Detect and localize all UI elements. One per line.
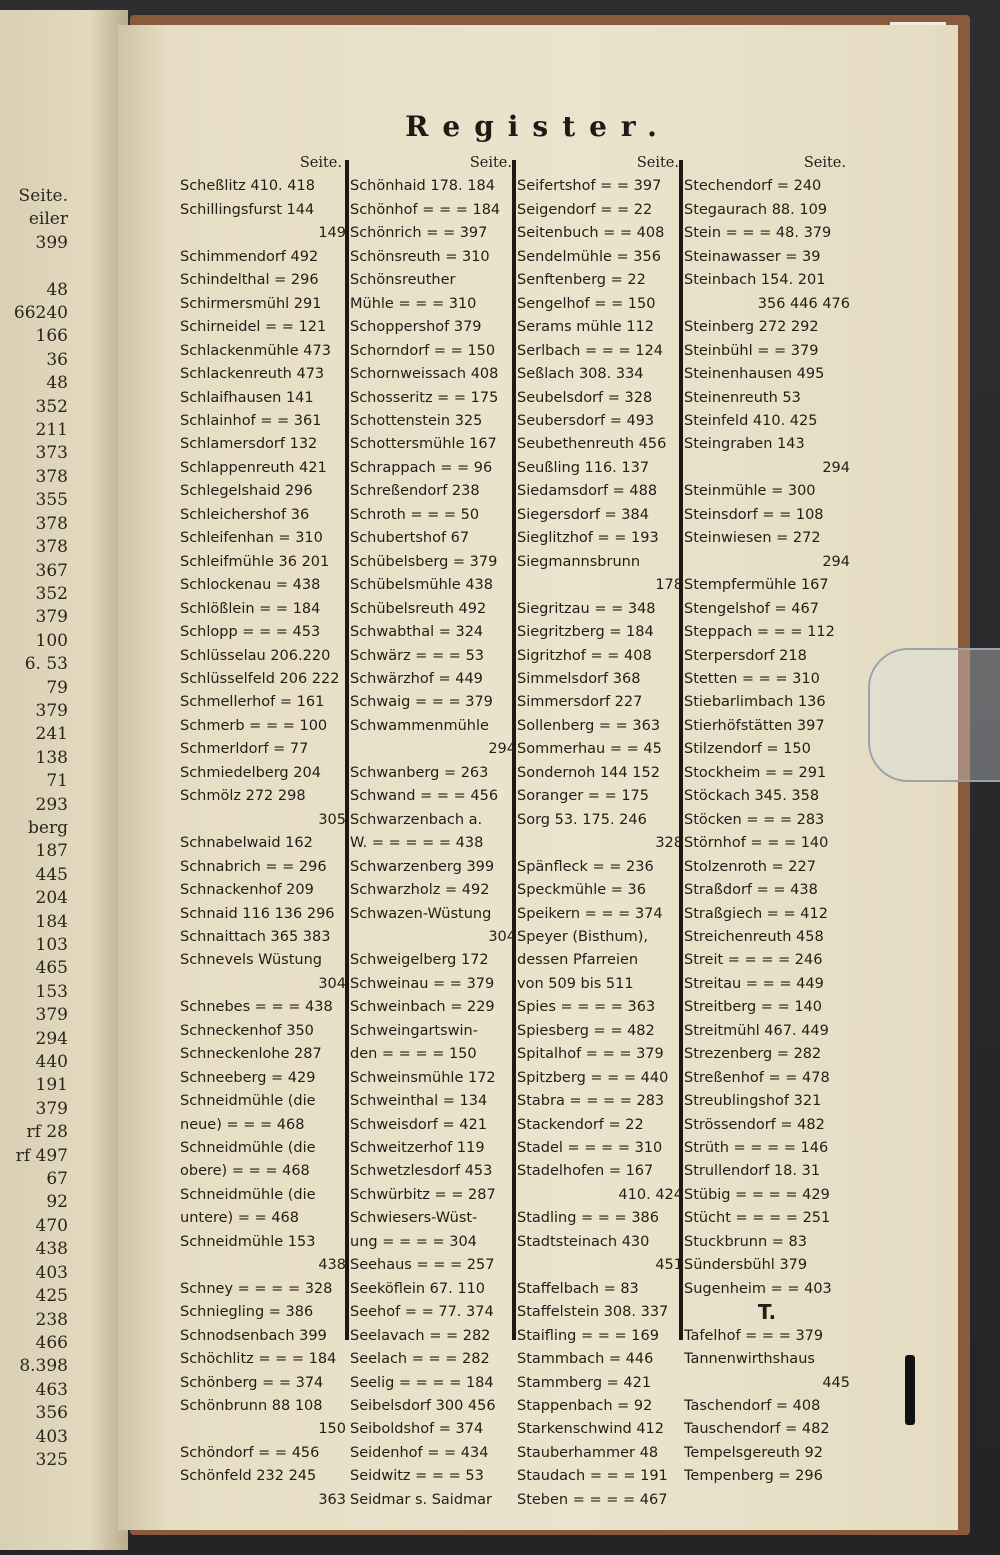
register-entry: Schillingsfurst 144 bbox=[180, 201, 315, 218]
register-entry: Schmerb = = = 100 bbox=[180, 717, 328, 734]
facing-page-number: 356 bbox=[35, 1403, 68, 1424]
register-entry: Stabra = = = = 283 bbox=[517, 1093, 665, 1110]
page-title: Register. bbox=[405, 110, 671, 143]
facing-page-number: 238 bbox=[35, 1309, 68, 1330]
register-entry: 178 bbox=[655, 577, 683, 594]
facing-page-number: rf 497 bbox=[15, 1145, 68, 1166]
register-entry: Steinbühl = = 379 bbox=[684, 342, 819, 359]
register-entry: Stegaurach 88. 109 bbox=[684, 201, 828, 218]
register-entry: Spitzberg = = = 440 bbox=[517, 1069, 669, 1086]
register-entry: obere) = = = 468 bbox=[180, 1163, 310, 1180]
register-entry: Sondernoh 144 152 bbox=[517, 764, 660, 781]
register-entry: Staudach = = = 191 bbox=[517, 1468, 668, 1485]
facing-page-number: 166 bbox=[35, 326, 68, 347]
register-entry: dessen Pfarreien bbox=[517, 952, 639, 969]
register-entry: Soranger = = 175 bbox=[517, 788, 650, 805]
register-column-1 bbox=[180, 152, 346, 1512]
seite-header: Seite. bbox=[803, 155, 846, 171]
facing-page-number: 403 bbox=[35, 1426, 68, 1447]
register-entry: untere) = = 468 bbox=[180, 1210, 300, 1227]
register-entry: Schlopp = = = 453 bbox=[180, 624, 321, 641]
facing-page-number: 379 bbox=[35, 1098, 68, 1119]
register-entry: neue) = = = 468 bbox=[180, 1116, 305, 1133]
register-column-2 bbox=[350, 152, 516, 1512]
register-entry: Simmelsdorf 368 bbox=[517, 670, 641, 687]
register-column-4 bbox=[684, 152, 850, 1489]
register-entry: Siegmannsbrunn bbox=[517, 553, 641, 570]
register-entry: Tempelsgereuth 92 bbox=[684, 1444, 823, 1461]
register-entry: Spitalhof = = = 379 bbox=[517, 1046, 664, 1063]
facing-page-number: 466 bbox=[35, 1332, 68, 1353]
register-entry: Stadelhofen = 167 bbox=[517, 1163, 654, 1180]
register-entry: Steinenhausen 495 bbox=[684, 366, 825, 383]
register-entry: Stauberhammer 48 bbox=[517, 1444, 659, 1461]
register-entry: Staifling = = = 169 bbox=[517, 1327, 659, 1344]
register-entry: Stengelshof = 467 bbox=[684, 600, 819, 617]
register-entry: Strüth = = = = 146 bbox=[684, 1140, 829, 1157]
register-entry: Steinbach 154. 201 bbox=[684, 272, 826, 289]
register-entry: Schubertshof 67 bbox=[350, 530, 470, 547]
register-entry: Tempenberg = 296 bbox=[684, 1468, 823, 1485]
register-entry: 294 bbox=[822, 553, 850, 570]
register-entry: Schoppershof 379 bbox=[350, 319, 482, 336]
register-entry: 410. 424 bbox=[618, 1186, 683, 1203]
register-entry: Schweinbach = 229 bbox=[350, 999, 495, 1016]
register-entry: Serlbach = = = 124 bbox=[517, 342, 663, 359]
register-entry: Steingraben 143 bbox=[684, 436, 805, 453]
register-entry: Schwabthal = 324 bbox=[350, 624, 484, 641]
register-entry: Speyer (Bisthum), bbox=[517, 928, 649, 945]
register-entry: Sommerhau = = 45 bbox=[517, 741, 662, 758]
register-entry: Tauschendorf = 482 bbox=[684, 1421, 830, 1438]
register-entry: 294 bbox=[488, 741, 516, 758]
register-entry: Schnodsenbach 399 bbox=[180, 1327, 327, 1344]
register-entry: 150 bbox=[318, 1421, 346, 1438]
register-entry: Schosseritz = = 175 bbox=[350, 389, 499, 406]
facing-page-number: 103 bbox=[35, 935, 68, 955]
register-entry: Streublingshof 321 bbox=[684, 1093, 822, 1110]
facing-page-number: 6. 53 bbox=[24, 654, 68, 675]
register-entry: 451 bbox=[655, 1257, 683, 1274]
register-entry: Seiboldshof = 374 bbox=[350, 1421, 484, 1438]
register-entry: Stein = = = 48. 379 bbox=[684, 225, 832, 242]
facing-page-number: Seite. bbox=[18, 186, 68, 206]
register-entry: Stadtsteinach 430 bbox=[517, 1233, 650, 1250]
register-entry: Tannenwirthshaus bbox=[684, 1351, 815, 1368]
register-entry: Stadel = = = = 310 bbox=[517, 1140, 663, 1157]
seite-header: Seite. bbox=[636, 155, 679, 171]
register-entry: Streitau = = = 449 bbox=[684, 975, 824, 992]
register-entry: Steben = = = = 467 bbox=[517, 1491, 668, 1508]
register-entry: Steinwiesen = 272 bbox=[684, 530, 821, 547]
register-entry: Steinawasser = 39 bbox=[684, 248, 821, 265]
register-entry: Schleichershof 36 bbox=[180, 506, 310, 523]
register-entry: Schübelsreuth 492 bbox=[350, 600, 487, 617]
register-entry: Schlegelshaid 296 bbox=[180, 483, 313, 500]
register-entry: Serams mühle 112 bbox=[517, 319, 654, 336]
register-entry: Seidmar s. Saidmar bbox=[350, 1491, 493, 1508]
register-entry: Schmellerhof = 161 bbox=[180, 694, 325, 711]
register-entry: Seehaus = = = 257 bbox=[350, 1257, 495, 1274]
register-entry: Spiesberg = = 482 bbox=[517, 1022, 655, 1039]
register-entry: Seubethenreuth 456 bbox=[517, 436, 667, 453]
register-entry: Spies = = = = 363 bbox=[517, 999, 656, 1016]
facing-page-number: 463 bbox=[35, 1379, 68, 1400]
register-entry: Seehof = = 77. 374 bbox=[350, 1304, 494, 1321]
register-entry: Stiebarlimbach 136 bbox=[684, 694, 826, 711]
register-entry: Stübig = = = = 429 bbox=[684, 1186, 830, 1203]
register-entry: Schindelthal = 296 bbox=[180, 272, 319, 289]
seite-header: Seite. bbox=[469, 155, 512, 171]
register-entry: Steppach = = = 112 bbox=[684, 624, 835, 641]
facing-page-number: 470 bbox=[35, 1215, 68, 1236]
register-entry: Stappenbach = 92 bbox=[517, 1398, 653, 1415]
register-entry: Starkenschwind 412 bbox=[517, 1421, 665, 1438]
register-entry: Schönhaid 178. 184 bbox=[350, 178, 495, 195]
register-entry: Schübelsmühle 438 bbox=[350, 577, 494, 594]
register-entry: Sterpersdorf 218 bbox=[684, 647, 807, 664]
register-entry: Steinenreuth 53 bbox=[684, 389, 801, 406]
facing-page-number: 352 bbox=[35, 583, 68, 604]
register-entry: Schnaid 116 136 296 bbox=[180, 905, 335, 922]
register-entry: Stammberg = 421 bbox=[517, 1374, 652, 1391]
facing-page-number: 184 bbox=[35, 911, 68, 932]
facing-page-number: 379 bbox=[35, 1005, 68, 1026]
facing-page-number: 367 bbox=[35, 560, 68, 581]
register-entry: Schlüsselfeld 206 222 bbox=[180, 670, 340, 687]
register-entry: Stadling = = = 386 bbox=[517, 1210, 659, 1227]
register-entry: von 509 bis 511 bbox=[517, 975, 634, 992]
facing-page-number: 440 bbox=[35, 1052, 68, 1073]
register-entry: Schweinau = = 379 bbox=[350, 975, 495, 992]
register-entry: Sollenberg = = 363 bbox=[517, 717, 661, 734]
facing-page-number: 67 bbox=[46, 1169, 68, 1190]
register-entry: Schottersmühle 167 bbox=[350, 436, 497, 453]
register-entry: Schneidmühle (die bbox=[180, 1186, 316, 1203]
register-entry: Streit = = = = 246 bbox=[684, 952, 823, 969]
register-entry: Schweigelberg 172 bbox=[350, 952, 489, 969]
register-entry: Schleifmühle 36 201 bbox=[180, 553, 330, 570]
register-entry: Schlößlein = = 184 bbox=[180, 600, 321, 617]
register-entry: Schwürbitz = = 287 bbox=[350, 1186, 496, 1203]
register-entry: Schönbrunn 88 108 bbox=[180, 1398, 323, 1415]
register-entry: Schweinthal = 134 bbox=[350, 1093, 488, 1110]
facing-page-number: 403 bbox=[35, 1262, 68, 1283]
register-entry: Staffelstein 308. 337 bbox=[517, 1304, 669, 1321]
register-entry: Schneidmühle 153 bbox=[180, 1233, 316, 1250]
register-entry: Schwarzenbach a. bbox=[350, 811, 483, 828]
facing-page-number: 438 bbox=[35, 1239, 68, 1260]
facing-page bbox=[0, 10, 128, 1550]
facing-page-number: 294 bbox=[35, 1028, 68, 1049]
register-entry: Schönsreuther bbox=[350, 272, 456, 289]
facing-page-number: 325 bbox=[35, 1449, 68, 1470]
register-entry: Schney = = = = 328 bbox=[180, 1280, 333, 1297]
register-entry: Strullendorf 18. 31 bbox=[684, 1163, 821, 1180]
facing-page-number: 355 bbox=[35, 490, 68, 511]
register-entry: Scheßlitz 410. 418 bbox=[180, 178, 315, 195]
register-entry: Seßlach 308. 334 bbox=[517, 366, 644, 383]
register-entry: Straßgiech = = 412 bbox=[684, 905, 828, 922]
register-entry: Siegritzberg = 184 bbox=[517, 624, 654, 641]
register-entry: 363 bbox=[318, 1491, 346, 1508]
register-entry: Schorndorf = = 150 bbox=[350, 342, 496, 359]
register-entry: Spänfleck = = 236 bbox=[517, 858, 654, 875]
register-entry: Schöchlitz = = = 184 bbox=[180, 1351, 337, 1368]
register-entry: 305 bbox=[318, 811, 346, 828]
register-entry: Schmiedelberg 204 bbox=[180, 764, 321, 781]
register-entry: Schwammenmühle bbox=[350, 717, 489, 734]
register-entry: Schniegling = 386 bbox=[180, 1304, 314, 1321]
register-entry: Seelig = = = = 184 bbox=[350, 1374, 494, 1391]
register-entry: Stöcken = = = 283 bbox=[684, 811, 825, 828]
register-entry: Schnackenhof 209 bbox=[180, 882, 314, 899]
facing-page-number: 92 bbox=[46, 1192, 68, 1213]
facing-page-number: 79 bbox=[46, 677, 68, 698]
facing-page-number: 191 bbox=[35, 1075, 68, 1096]
register-entry: Stetten = = = 310 bbox=[684, 670, 820, 687]
register-entry: Schweisdorf = 421 bbox=[350, 1116, 487, 1133]
register-entry: Schübelsberg = 379 bbox=[350, 553, 498, 570]
facing-page-numbers bbox=[0, 185, 68, 1472]
facing-page-number: 204 bbox=[35, 888, 68, 909]
register-entry: Sendelmühle = 356 bbox=[517, 248, 661, 265]
register-entry: Simmersdorf 227 bbox=[517, 694, 643, 711]
register-entry: 328 bbox=[655, 835, 683, 852]
register-entry: Schwanberg = 263 bbox=[350, 764, 489, 781]
register-entry: Schnevels Wüstung bbox=[180, 952, 323, 969]
register-entry: Schornweissach 408 bbox=[350, 366, 499, 383]
register-entry: W. = = = = = 438 bbox=[350, 835, 484, 852]
register-entry: Schrappach = = 96 bbox=[350, 459, 493, 476]
register-entry: Schweinsmühle 172 bbox=[350, 1069, 496, 1086]
register-entry: Schwetzlesdorf 453 bbox=[350, 1163, 493, 1180]
register-entry: Staffelbach = 83 bbox=[517, 1280, 639, 1297]
seite-header: Seite. bbox=[299, 155, 342, 171]
register-entry: ung = = = = 304 bbox=[350, 1233, 477, 1250]
register-entry: Schlockenau = 438 bbox=[180, 577, 321, 594]
register-entry: Schneckenhof 350 bbox=[180, 1022, 314, 1039]
register-entry: Seelach = = = 282 bbox=[350, 1351, 490, 1368]
register-entry: Schönhof = = = 184 bbox=[350, 201, 501, 218]
register-entry: Senftenberg = 22 bbox=[517, 272, 646, 289]
register-entry: Schwarzenberg 399 bbox=[350, 858, 495, 875]
register-entry: Sengelhof = = 150 bbox=[517, 295, 656, 312]
register-entry: 438 bbox=[318, 1257, 346, 1274]
facing-page-number: 241 bbox=[35, 724, 68, 745]
register-entry: Stolzenroth = 227 bbox=[684, 858, 816, 875]
register-entry: Stockheim = = 291 bbox=[684, 764, 827, 781]
register-entry: Steinsdorf = = 108 bbox=[684, 506, 824, 523]
register-entry: Schweingartswin- bbox=[350, 1022, 478, 1039]
register-entry: Schnebes = = = 438 bbox=[180, 999, 333, 1016]
register-entry: Schöndorf = = 456 bbox=[180, 1444, 320, 1461]
register-entry: Schleifenhan = 310 bbox=[180, 530, 323, 547]
facing-page-number: 8.398 bbox=[19, 1356, 68, 1377]
register-entry: Stechendorf = 240 bbox=[684, 178, 822, 195]
register-entry: Schwärzhof = 449 bbox=[350, 670, 483, 687]
facing-page-number: 378 bbox=[35, 466, 68, 487]
register-entry: 294 bbox=[822, 459, 850, 476]
facing-page-number bbox=[0, 255, 68, 278]
register-entry: Tafelhof = = = 379 bbox=[684, 1327, 824, 1344]
register-entry: Schlüsselau 206.220 bbox=[180, 647, 331, 664]
register-entry: Stackendorf = 22 bbox=[517, 1116, 644, 1133]
register-entry: Seelavach = = 282 bbox=[350, 1327, 491, 1344]
facing-page-number: 138 bbox=[35, 747, 68, 768]
register-entry: Schnaittach 365 383 bbox=[180, 928, 331, 945]
register-entry: Schönsreuth = 310 bbox=[350, 248, 490, 265]
register-entry: Sigritzhof = = 408 bbox=[517, 647, 652, 664]
register-entry: Schönfeld 232 245 bbox=[180, 1468, 317, 1485]
register-entry: Seibelsdorf 300 456 bbox=[350, 1398, 496, 1415]
register-entry: Seubelsdorf = 328 bbox=[517, 389, 653, 406]
register-entry: Streichenreuth 458 bbox=[684, 928, 824, 945]
register-entry: Schreßendorf 238 bbox=[350, 483, 480, 500]
facing-page-number: eiler bbox=[28, 209, 68, 230]
page-clip bbox=[868, 648, 1000, 782]
register-entry: Sugenheim = = 403 bbox=[684, 1280, 832, 1297]
facing-page-number: 425 bbox=[35, 1286, 68, 1307]
register-entry: T. bbox=[757, 1301, 777, 1325]
register-entry: Schlackenreuth 473 bbox=[180, 366, 325, 383]
register-entry: 304 bbox=[488, 928, 516, 945]
register-entry: Schottenstein 325 bbox=[350, 412, 483, 429]
register-entry: Seubersdorf = 493 bbox=[517, 412, 655, 429]
register-entry: den = = = = 150 bbox=[350, 1046, 477, 1063]
register-entry: Schirmersmühl 291 bbox=[180, 295, 322, 312]
register-entry: Speckmühle = 36 bbox=[517, 882, 646, 899]
register-entry: Speikern = = = 374 bbox=[517, 905, 663, 922]
register-entry: Stöckach 345. 358 bbox=[684, 788, 820, 805]
register-entry: Steinberg 272 292 bbox=[684, 319, 819, 336]
register-entry: Mühle = = = 310 bbox=[350, 295, 477, 312]
register-entry: 149 bbox=[318, 225, 346, 242]
facing-page-number: 66240 bbox=[13, 303, 68, 324]
facing-page-number: 36 bbox=[46, 349, 68, 370]
register-entry: Taschendorf = 408 bbox=[684, 1398, 821, 1415]
register-entry: Siedamsdorf = 488 bbox=[517, 483, 658, 500]
register-entry: Schneckenlohe 287 bbox=[180, 1046, 322, 1063]
facing-page-number: 211 bbox=[35, 420, 68, 441]
register-entry: Schnabrich = = 296 bbox=[180, 858, 327, 875]
register-entry: Schwarzholz = 492 bbox=[350, 882, 490, 899]
register-entry: Stilzendorf = 150 bbox=[684, 741, 811, 758]
register-column-3 bbox=[517, 152, 683, 1512]
register-entry: Sieglitzhof = = 193 bbox=[517, 530, 659, 547]
register-entry: Stierhöfstätten 397 bbox=[684, 717, 825, 734]
facing-page-number: 445 bbox=[35, 864, 68, 885]
register-entry: Schlappenreuth 421 bbox=[180, 459, 327, 476]
register-entry: Schwaig = = = 379 bbox=[350, 694, 493, 711]
facing-page-number: 100 bbox=[35, 630, 68, 651]
facing-page-number: 378 bbox=[35, 513, 68, 534]
facing-page-number: rf 28 bbox=[26, 1122, 68, 1143]
register-entry: Schwand = = = 456 bbox=[350, 788, 499, 805]
register-entry: Seitenbuch = = 408 bbox=[517, 225, 665, 242]
register-entry: Schirneidel = = 121 bbox=[180, 319, 327, 336]
register-entry: 304 bbox=[318, 975, 346, 992]
register-entry: Steinmühle = 300 bbox=[684, 483, 816, 500]
register-entry: Sorg 53. 175. 246 bbox=[517, 811, 647, 828]
register-entry: Streitmühl 467. 449 bbox=[684, 1022, 829, 1039]
facing-page-number: 379 bbox=[35, 607, 68, 628]
register-entry: Streßenhof = = 478 bbox=[684, 1069, 830, 1086]
register-entry: Schönberg = = 374 bbox=[180, 1374, 324, 1391]
register-entry: Stempfermühle 167 bbox=[684, 577, 829, 594]
facing-page-number: 71 bbox=[46, 771, 68, 792]
facing-page-number: 465 bbox=[35, 958, 68, 979]
register-entry: Schimmendorf 492 bbox=[180, 248, 319, 265]
register-entry: Seidenhof = = 434 bbox=[350, 1444, 489, 1461]
register-entry: Schönrich = = 397 bbox=[350, 225, 488, 242]
facing-page-number: 352 bbox=[35, 396, 68, 417]
register-entry: 445 bbox=[822, 1374, 850, 1391]
register-entry: Schnabelwaid 162 bbox=[180, 835, 313, 852]
register-entry: Stuckbrunn = 83 bbox=[684, 1233, 808, 1250]
register-entry: Schneidmühle (die bbox=[180, 1093, 316, 1110]
facing-page-number: 399 bbox=[35, 232, 68, 253]
register-entry: Schlaifhausen 141 bbox=[180, 389, 314, 406]
register-entry: Stammbach = 446 bbox=[517, 1351, 654, 1368]
register-entry: Strössendorf = 482 bbox=[684, 1116, 825, 1133]
register-entry: Seigendorf = = 22 bbox=[517, 201, 653, 218]
register-entry: Störnhof = = = 140 bbox=[684, 835, 829, 852]
register-entry: Schwiesers-Wüst- bbox=[350, 1210, 478, 1227]
register-entry: Seußling 116. 137 bbox=[517, 459, 650, 476]
register-entry: Siegersdorf = 384 bbox=[517, 506, 649, 523]
register-entry: Siegritzau = = 348 bbox=[517, 600, 656, 617]
register-entry: Strezenberg = 282 bbox=[684, 1046, 822, 1063]
facing-page-number: 187 bbox=[35, 841, 68, 862]
register-entry: Steinfeld 410. 425 bbox=[684, 412, 818, 429]
facing-page-number: 48 bbox=[46, 279, 68, 300]
register-entry: Seifertshof = = 397 bbox=[517, 178, 662, 195]
register-entry: Schlackenmühle 473 bbox=[180, 342, 331, 359]
register-entry: Seidwitz = = = 53 bbox=[350, 1468, 484, 1485]
register-entry: Schweitzerhof 119 bbox=[350, 1140, 485, 1157]
register-entry: 356 446 476 bbox=[757, 295, 850, 312]
facing-page-number: 373 bbox=[35, 443, 68, 464]
facing-page-number: 293 bbox=[35, 794, 68, 815]
facing-page-number: 153 bbox=[35, 981, 68, 1002]
facing-page-number: berg bbox=[28, 817, 68, 838]
register-entry: Streitberg = = 140 bbox=[684, 999, 823, 1016]
register-entry: Schwärz = = = 53 bbox=[350, 647, 485, 664]
register-entry: Seeköflein 67. 110 bbox=[350, 1280, 486, 1297]
register-entry: Sündersbühl 379 bbox=[684, 1257, 808, 1274]
register-entry: Schneeberg = 429 bbox=[180, 1069, 316, 1086]
register-entry: Schroth = = = 50 bbox=[350, 506, 480, 523]
register-entry: Schneidmühle (die bbox=[180, 1140, 316, 1157]
facing-page-number: 48 bbox=[46, 373, 68, 394]
register-entry: Straßdorf = = 438 bbox=[684, 882, 818, 899]
register-entry: Stücht = = = = 251 bbox=[684, 1210, 831, 1227]
register-entry: Schmerldorf = 77 bbox=[180, 741, 309, 758]
facing-page-number: 379 bbox=[35, 700, 68, 721]
register-entry: Schmölz 272 298 bbox=[180, 788, 306, 805]
register-entry: Schlamersdorf 132 bbox=[180, 436, 318, 453]
page-tab bbox=[905, 1355, 915, 1425]
register-entry: Schlainhof = = 361 bbox=[180, 412, 322, 429]
register-entry: Schwazen-Wüstung bbox=[350, 905, 492, 922]
facing-page-number: 378 bbox=[35, 537, 68, 558]
